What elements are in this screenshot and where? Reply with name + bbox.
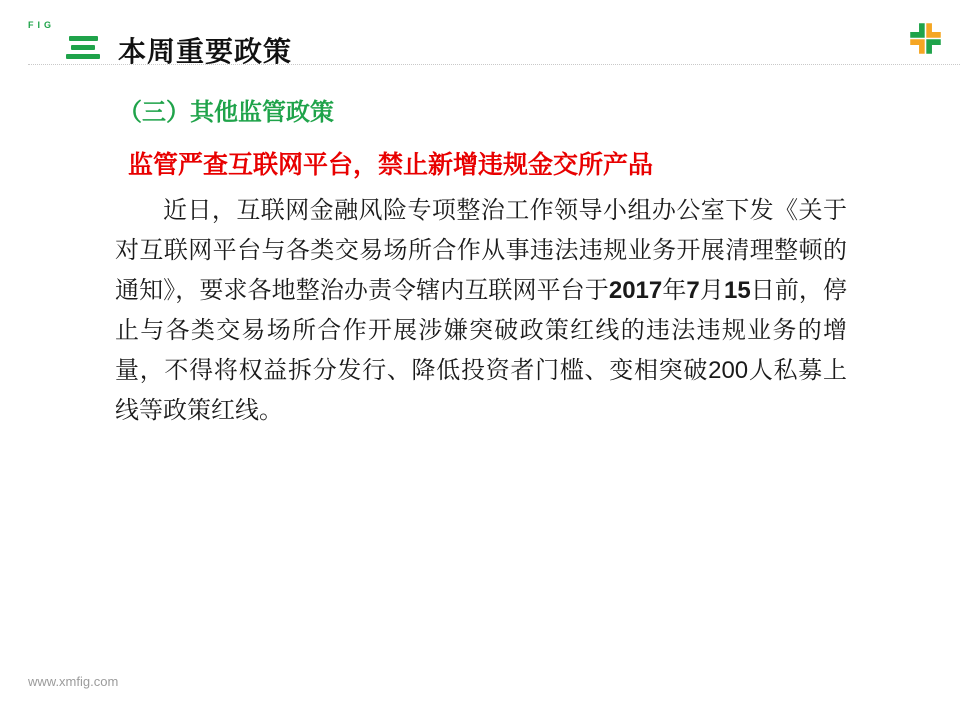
- brand-text: FIG: [28, 20, 55, 30]
- marker-bar: [69, 36, 98, 41]
- marker-bar: [71, 45, 95, 50]
- marker-bar: [66, 54, 100, 59]
- body-paragraph: 近日，互联网金融风险专项整治工作领导小组办公室下发《关于对互联网平台与各类交易场所合作从事违法违规业务开展清理整顿的通知》，要求各地整治办责令辖内互联网平台于2017年7月15日前，停止与各类交易场所合作开展涉嫌突破政策红线的违法违规业务的增量，不得将权益拆分发行、降低投资者门槛、变相突破200人私募上线等政策红线。: [115, 197, 848, 424]
- page-title: 本周重要政策: [118, 36, 293, 67]
- section-heading: （三）其他监管政策: [118, 99, 334, 126]
- pinwheel-logo-icon: [907, 20, 944, 57]
- website-text: www.xmfig.com: [28, 674, 119, 689]
- section-number-three-icon: [66, 36, 100, 61]
- header-divider: [28, 64, 960, 65]
- subtitle-heading: 监管严查互联网平台，禁止新增违规金交所产品: [128, 151, 654, 179]
